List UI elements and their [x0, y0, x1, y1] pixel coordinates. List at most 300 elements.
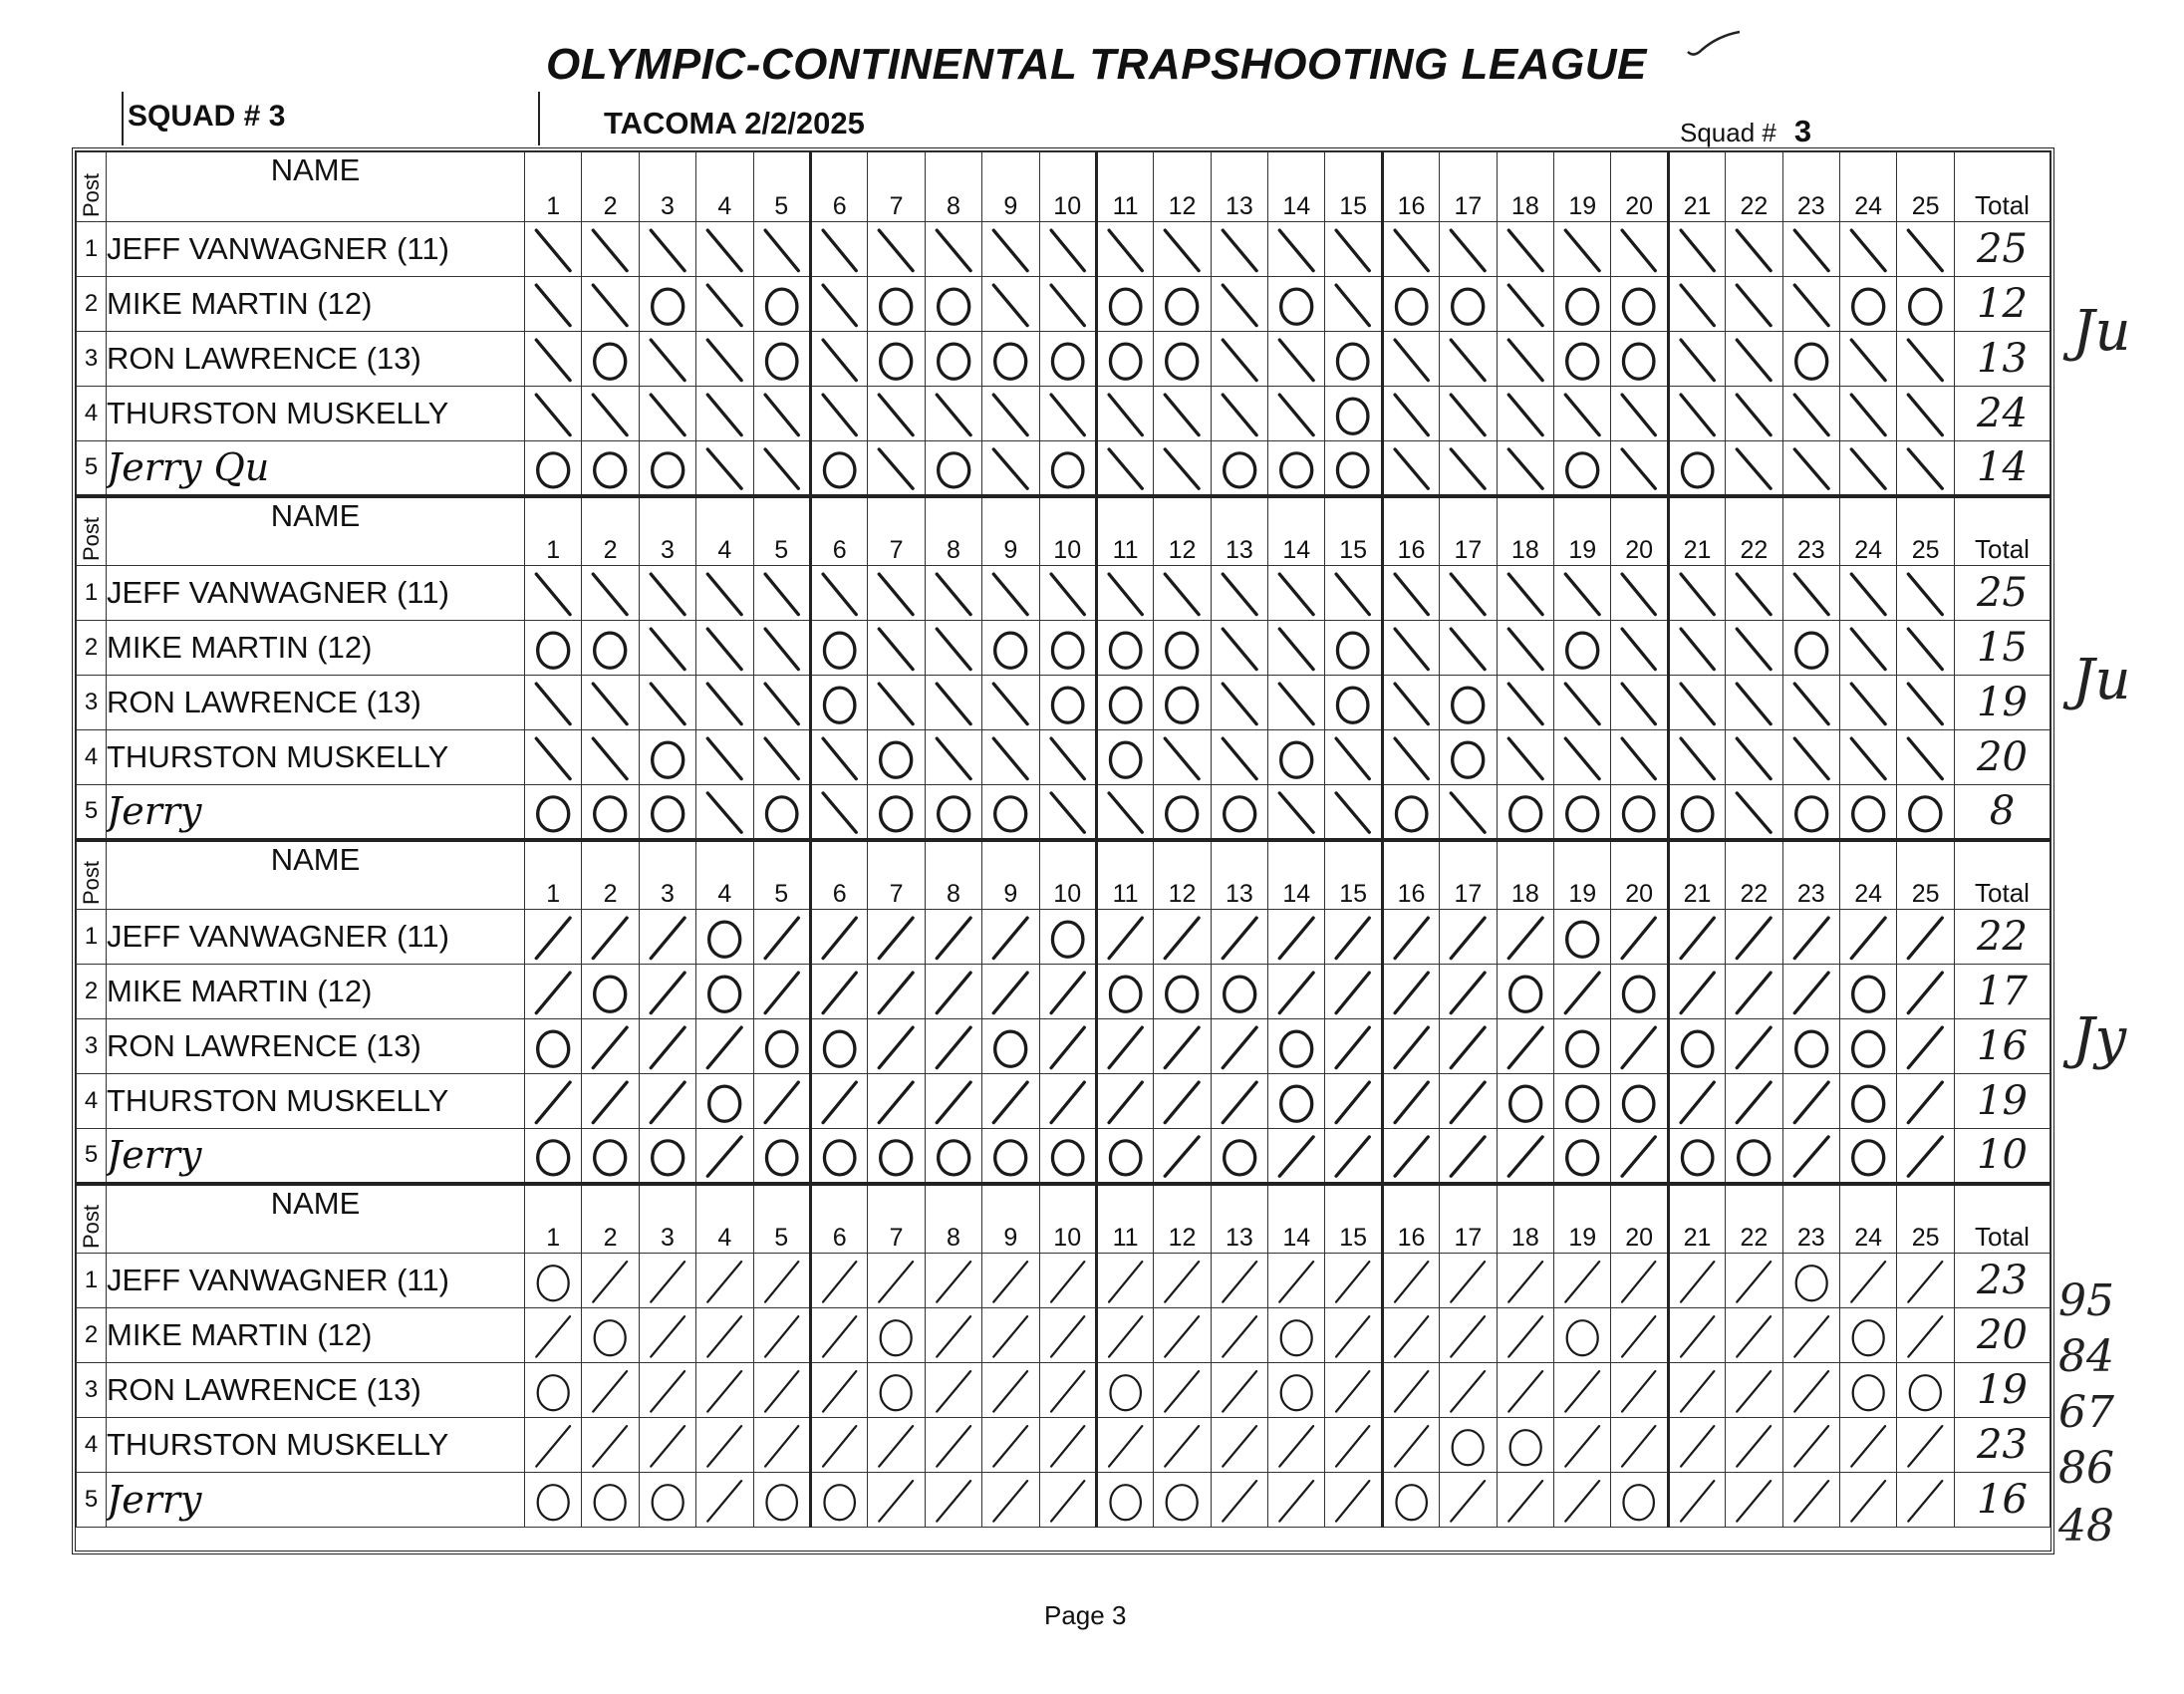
- slash-icon: [1040, 1418, 1095, 1472]
- slash-icon: [525, 566, 581, 620]
- hit-mark: [1726, 910, 1782, 965]
- hit-mark: [982, 730, 1039, 785]
- slash-icon: [1611, 1129, 1666, 1182]
- hit-mark: [1211, 1363, 1267, 1418]
- slash-icon: [1726, 1019, 1781, 1073]
- slash-icon: [1212, 1254, 1267, 1307]
- hit-mark: [696, 222, 753, 277]
- target-number-header: 15: [1325, 152, 1382, 222]
- slash-icon: [1154, 730, 1210, 784]
- circle-icon: [640, 277, 695, 331]
- shooter-row: [77, 222, 2050, 277]
- slash-icon: [1554, 566, 1610, 620]
- slash-icon: [525, 387, 581, 440]
- hit-mark: [1668, 910, 1725, 965]
- circle-icon: [696, 965, 752, 1018]
- target-number-header: 18: [1497, 152, 1553, 222]
- hit-mark: [696, 1254, 753, 1308]
- hit-mark: [1039, 387, 1096, 441]
- name-header: NAME: [107, 496, 525, 566]
- miss-mark: [753, 785, 810, 840]
- slash-icon: [696, 1363, 752, 1417]
- hit-mark: [1611, 1019, 1668, 1074]
- hit-mark: [810, 277, 867, 332]
- shooter-row: [77, 387, 2050, 441]
- hit-mark: [1668, 1074, 1725, 1129]
- miss-mark: [582, 332, 639, 387]
- slash-icon: [1384, 1363, 1439, 1417]
- target-number-header: 15: [1325, 496, 1382, 566]
- shooter-name: RON LAWRENCE (13): [107, 332, 525, 387]
- hit-mark: [1382, 676, 1439, 730]
- hit-mark: [696, 676, 753, 730]
- miss-mark: [696, 910, 753, 965]
- checkmark-icon: [1684, 30, 1744, 60]
- slash-icon: [1897, 1308, 1954, 1362]
- hit-mark: [1096, 441, 1153, 496]
- slash-icon: [1384, 387, 1439, 440]
- shooter-name: MIKE MARTIN (12): [107, 965, 525, 1019]
- slash-icon: [1212, 332, 1267, 386]
- slash-icon: [696, 387, 752, 440]
- miss-mark: [1268, 1019, 1325, 1074]
- hit-mark: [1382, 910, 1439, 965]
- hit-mark: [1096, 1074, 1153, 1129]
- target-number-header: 11: [1096, 496, 1153, 566]
- total-header: Total: [1955, 152, 2050, 222]
- circle-icon: [1840, 277, 1896, 331]
- target-number-header: 3: [639, 840, 695, 910]
- target-number-header: 2: [582, 496, 639, 566]
- slash-icon: [812, 1308, 867, 1362]
- circle-icon: [1783, 621, 1839, 675]
- slash-icon: [1384, 1019, 1439, 1073]
- slash-icon: [1554, 730, 1610, 784]
- miss-mark: [1497, 785, 1553, 840]
- hit-mark: [1497, 1473, 1553, 1528]
- target-number-header: 8: [925, 152, 981, 222]
- hit-mark: [639, 387, 695, 441]
- target-number-header: 6: [810, 1184, 867, 1254]
- miss-mark: [1554, 910, 1611, 965]
- slash-icon: [1783, 1363, 1839, 1417]
- slash-icon: [982, 1418, 1038, 1472]
- miss-mark: [1325, 387, 1382, 441]
- slash-icon: [1498, 676, 1553, 729]
- post-number: 3: [77, 1363, 107, 1418]
- row-total: 16: [1955, 1019, 2050, 1074]
- hit-mark: [1268, 621, 1325, 676]
- miss-mark: [582, 1308, 639, 1363]
- miss-mark: [1096, 676, 1153, 730]
- hit-mark: [1039, 222, 1096, 277]
- target-number-header: 14: [1268, 152, 1325, 222]
- hit-mark: [982, 1074, 1039, 1129]
- slash-icon: [525, 1418, 581, 1472]
- total-header: Total: [1955, 1184, 2050, 1254]
- hit-mark: [1268, 1418, 1325, 1473]
- target-number-header: 4: [696, 840, 753, 910]
- slash-icon: [1212, 910, 1267, 964]
- slash-icon: [1840, 730, 1896, 784]
- target-number-header: 20: [1611, 840, 1668, 910]
- hit-mark: [1211, 1308, 1267, 1363]
- hit-mark: [925, 566, 981, 621]
- slash-icon: [1268, 332, 1324, 386]
- slash-icon: [1325, 566, 1380, 620]
- hit-mark: [1154, 1308, 1211, 1363]
- row-total: 20: [1955, 730, 2050, 785]
- hit-mark: [1325, 566, 1382, 621]
- hit-mark: [753, 1074, 810, 1129]
- row-total: 19: [1955, 1074, 2050, 1129]
- miss-mark: [810, 441, 867, 496]
- target-number-header: 13: [1211, 496, 1267, 566]
- shooter-name: JEFF VANWAGNER (11): [107, 1254, 525, 1308]
- hit-mark: [1382, 1019, 1439, 1074]
- post-number: 3: [77, 1019, 107, 1074]
- slash-icon: [926, 387, 981, 440]
- hit-mark: [1726, 1308, 1782, 1363]
- slash-icon: [1670, 1418, 1725, 1472]
- circle-icon: [582, 1129, 638, 1182]
- slash-icon: [1498, 1363, 1553, 1417]
- circle-icon: [1098, 332, 1153, 386]
- target-number-header: 18: [1497, 1184, 1553, 1254]
- target-number-header: 7: [868, 840, 925, 910]
- hit-mark: [1668, 965, 1725, 1019]
- total-header: Total: [1955, 840, 2050, 910]
- miss-mark: [1554, 621, 1611, 676]
- slash-icon: [868, 387, 924, 440]
- hit-mark: [1325, 1254, 1382, 1308]
- row-total: 25: [1955, 566, 2050, 621]
- slash-icon: [926, 222, 981, 276]
- miss-mark: [1611, 965, 1668, 1019]
- circle-icon: [1154, 676, 1210, 729]
- slash-icon: [640, 1308, 695, 1362]
- shooter-row: [77, 676, 2050, 730]
- slash-icon: [582, 222, 638, 276]
- miss-mark: [1839, 277, 1896, 332]
- target-number-header: 5: [753, 840, 810, 910]
- circle-icon: [868, 1363, 924, 1417]
- row-total: 16: [1955, 1473, 2050, 1528]
- slash-icon: [1440, 332, 1496, 386]
- row-total: 19: [1955, 676, 2050, 730]
- target-number-header: 5: [753, 496, 810, 566]
- slash-icon: [1498, 566, 1553, 620]
- circle-icon: [812, 1019, 867, 1073]
- circle-icon: [1040, 1129, 1095, 1182]
- slash-icon: [1726, 730, 1781, 784]
- miss-mark: [582, 965, 639, 1019]
- slash-icon: [1670, 676, 1725, 729]
- circle-icon: [1611, 277, 1666, 331]
- squad-label: SQUAD # 3: [128, 100, 286, 133]
- slash-icon: [1098, 785, 1153, 838]
- circle-icon: [1098, 1129, 1153, 1182]
- hit-mark: [1382, 1308, 1439, 1363]
- circle-icon: [640, 441, 695, 494]
- circle-icon: [525, 1254, 581, 1307]
- slash-icon: [1897, 1418, 1954, 1472]
- circle-icon: [926, 785, 981, 838]
- target-number-header: 22: [1726, 840, 1782, 910]
- circle-icon: [812, 676, 867, 729]
- slash-icon: [696, 621, 752, 675]
- hit-mark: [1096, 1418, 1153, 1473]
- score-table: [76, 151, 2050, 1528]
- miss-mark: [1268, 441, 1325, 496]
- hit-mark: [1668, 1308, 1725, 1363]
- hit-mark: [1897, 621, 1955, 676]
- slash-icon: [926, 1363, 981, 1417]
- post-number: 4: [77, 1418, 107, 1473]
- slash-icon: [1268, 387, 1324, 440]
- hit-mark: [1440, 1308, 1497, 1363]
- hit-mark: [1211, 1418, 1267, 1473]
- hit-mark: [1497, 676, 1553, 730]
- hit-mark: [1897, 1129, 1955, 1184]
- hit-mark: [1039, 1308, 1096, 1363]
- miss-mark: [1839, 1308, 1896, 1363]
- slash-icon: [1498, 621, 1553, 675]
- hit-mark: [1668, 222, 1725, 277]
- target-number-header: 14: [1268, 496, 1325, 566]
- hit-mark: [1782, 910, 1839, 965]
- slash-icon: [1212, 730, 1267, 784]
- hit-mark: [696, 785, 753, 840]
- slash-icon: [1611, 730, 1666, 784]
- slash-icon: [1212, 1418, 1267, 1472]
- hit-mark: [1211, 222, 1267, 277]
- miss-mark: [1897, 277, 1955, 332]
- circle-icon: [982, 1129, 1038, 1182]
- hit-mark: [639, 566, 695, 621]
- hit-mark: [1726, 566, 1782, 621]
- miss-mark: [1497, 965, 1553, 1019]
- slash-icon: [640, 910, 695, 964]
- circle-icon: [1154, 1473, 1210, 1527]
- slash-icon: [1154, 1074, 1210, 1128]
- slash-icon: [982, 1254, 1038, 1307]
- circle-icon: [1440, 1418, 1496, 1472]
- circle-icon: [1783, 1254, 1839, 1307]
- hit-mark: [753, 222, 810, 277]
- hit-mark: [753, 676, 810, 730]
- hit-mark: [1611, 1363, 1668, 1418]
- target-number-header: 9: [982, 152, 1039, 222]
- hit-mark: [525, 730, 582, 785]
- aggregate-total: 84: [2058, 1331, 2114, 1382]
- post-number: 1: [77, 566, 107, 621]
- hit-mark: [1440, 387, 1497, 441]
- shooter-row: [77, 730, 2050, 785]
- slash-icon: [812, 332, 867, 386]
- league-title: OLYMPIC-CONTINENTAL TRAPSHOOTING LEAGUE: [546, 40, 1647, 89]
- slash-icon: [1726, 332, 1781, 386]
- miss-mark: [982, 1129, 1039, 1184]
- slash-icon: [926, 1418, 981, 1472]
- hit-mark: [925, 621, 981, 676]
- hit-mark: [1382, 730, 1439, 785]
- slash-icon: [982, 676, 1038, 729]
- slash-icon: [1726, 621, 1781, 675]
- hit-mark: [582, 566, 639, 621]
- slash-icon: [1440, 1308, 1496, 1362]
- hit-mark: [696, 566, 753, 621]
- hit-mark: [1611, 676, 1668, 730]
- hit-mark: [639, 332, 695, 387]
- miss-mark: [1839, 1363, 1896, 1418]
- hit-mark: [925, 965, 981, 1019]
- name-header: NAME: [107, 152, 525, 222]
- miss-mark: [1211, 785, 1267, 840]
- squad-number-value: 3: [1793, 114, 1812, 148]
- hit-mark: [1497, 566, 1553, 621]
- slash-icon: [696, 566, 752, 620]
- block-header-row: [77, 1184, 2050, 1254]
- hit-mark: [1497, 621, 1553, 676]
- name-header: NAME: [107, 840, 525, 910]
- hit-mark: [1096, 387, 1153, 441]
- circle-icon: [696, 1074, 752, 1128]
- slash-icon: [1840, 441, 1896, 494]
- target-number-header: 8: [925, 496, 981, 566]
- hit-mark: [1440, 785, 1497, 840]
- shooter-name: Jerry: [107, 785, 525, 840]
- slash-icon: [1840, 387, 1896, 440]
- circle-icon: [1897, 1363, 1954, 1417]
- block-header-row: [77, 840, 2050, 910]
- shooter-row: [77, 1418, 2050, 1473]
- hit-mark: [1096, 1019, 1153, 1074]
- miss-mark: [1554, 441, 1611, 496]
- slash-icon: [1384, 965, 1439, 1018]
- hit-mark: [925, 1074, 981, 1129]
- miss-mark: [1839, 1074, 1896, 1129]
- slash-icon: [1325, 1473, 1380, 1527]
- row-total: 15: [1955, 621, 2050, 676]
- hit-mark: [1039, 1473, 1096, 1528]
- slash-icon: [868, 676, 924, 729]
- hit-mark: [925, 1363, 981, 1418]
- hit-mark: [696, 1473, 753, 1528]
- hit-mark: [1268, 222, 1325, 277]
- shooter-row: [77, 566, 2050, 621]
- target-number-header: 24: [1839, 496, 1896, 566]
- hit-mark: [1268, 1473, 1325, 1528]
- miss-mark: [1211, 1129, 1267, 1184]
- hit-mark: [525, 332, 582, 387]
- slash-icon: [696, 277, 752, 331]
- miss-mark: [925, 441, 981, 496]
- hit-mark: [868, 1473, 925, 1528]
- post-number: 4: [77, 387, 107, 441]
- target-number-header: 1: [525, 840, 582, 910]
- slash-icon: [1325, 1308, 1380, 1362]
- shooter-name: THURSTON MUSKELLY: [107, 1074, 525, 1129]
- slash-icon: [1040, 1074, 1095, 1128]
- slash-icon: [1498, 1254, 1553, 1307]
- hit-mark: [696, 441, 753, 496]
- hit-mark: [1211, 1019, 1267, 1074]
- hit-mark: [1440, 910, 1497, 965]
- circle-icon: [1897, 277, 1954, 331]
- target-number-header: 25: [1897, 840, 1955, 910]
- miss-mark: [1211, 441, 1267, 496]
- slash-icon: [1783, 566, 1839, 620]
- slash-icon: [1154, 566, 1210, 620]
- shooter-name: MIKE MARTIN (12): [107, 621, 525, 676]
- slash-icon: [1611, 1254, 1666, 1307]
- miss-mark: [1096, 1129, 1153, 1184]
- hit-mark: [696, 332, 753, 387]
- page-number: Page 3: [1044, 1600, 1127, 1630]
- row-total: 20: [1955, 1308, 2050, 1363]
- slash-icon: [754, 387, 809, 440]
- miss-mark: [868, 785, 925, 840]
- circle-icon: [1268, 277, 1324, 331]
- slash-icon: [1154, 387, 1210, 440]
- slash-icon: [1897, 1473, 1954, 1527]
- circle-icon: [1325, 387, 1380, 440]
- slash-icon: [582, 387, 638, 440]
- slash-icon: [754, 1363, 809, 1417]
- miss-mark: [1039, 676, 1096, 730]
- circle-icon: [1840, 1308, 1896, 1362]
- slash-icon: [582, 1418, 638, 1472]
- slash-icon: [1498, 1473, 1553, 1527]
- hit-mark: [925, 1473, 981, 1528]
- hit-mark: [1382, 387, 1439, 441]
- target-number-header: 23: [1782, 496, 1839, 566]
- slash-icon: [696, 785, 752, 838]
- slash-icon: [1670, 222, 1725, 276]
- slash-icon: [1154, 1254, 1210, 1307]
- circle-icon: [1384, 1473, 1439, 1527]
- hit-mark: [1726, 441, 1782, 496]
- target-number-header: 23: [1782, 840, 1839, 910]
- hit-mark: [868, 441, 925, 496]
- hit-mark: [925, 1418, 981, 1473]
- hit-mark: [1154, 441, 1211, 496]
- circle-icon: [1611, 1473, 1666, 1527]
- hit-mark: [753, 441, 810, 496]
- hit-mark: [1211, 676, 1267, 730]
- slash-icon: [1212, 222, 1267, 276]
- slash-icon: [1897, 910, 1954, 964]
- slash-icon: [1554, 222, 1610, 276]
- slash-icon: [754, 566, 809, 620]
- post-header: [77, 840, 107, 910]
- total-header: Total: [1955, 496, 2050, 566]
- slash-icon: [1154, 1363, 1210, 1417]
- target-number-header: 1: [525, 496, 582, 566]
- slash-icon: [926, 730, 981, 784]
- hit-mark: [1268, 566, 1325, 621]
- miss-mark: [1096, 1363, 1153, 1418]
- slash-icon: [1783, 1308, 1839, 1362]
- miss-mark: [868, 1129, 925, 1184]
- slash-icon: [1554, 1363, 1610, 1417]
- shooter-row: [77, 1473, 2050, 1528]
- hit-mark: [1039, 1363, 1096, 1418]
- slash-icon: [1726, 441, 1781, 494]
- circle-icon: [1498, 1074, 1553, 1128]
- circle-icon: [1384, 277, 1439, 331]
